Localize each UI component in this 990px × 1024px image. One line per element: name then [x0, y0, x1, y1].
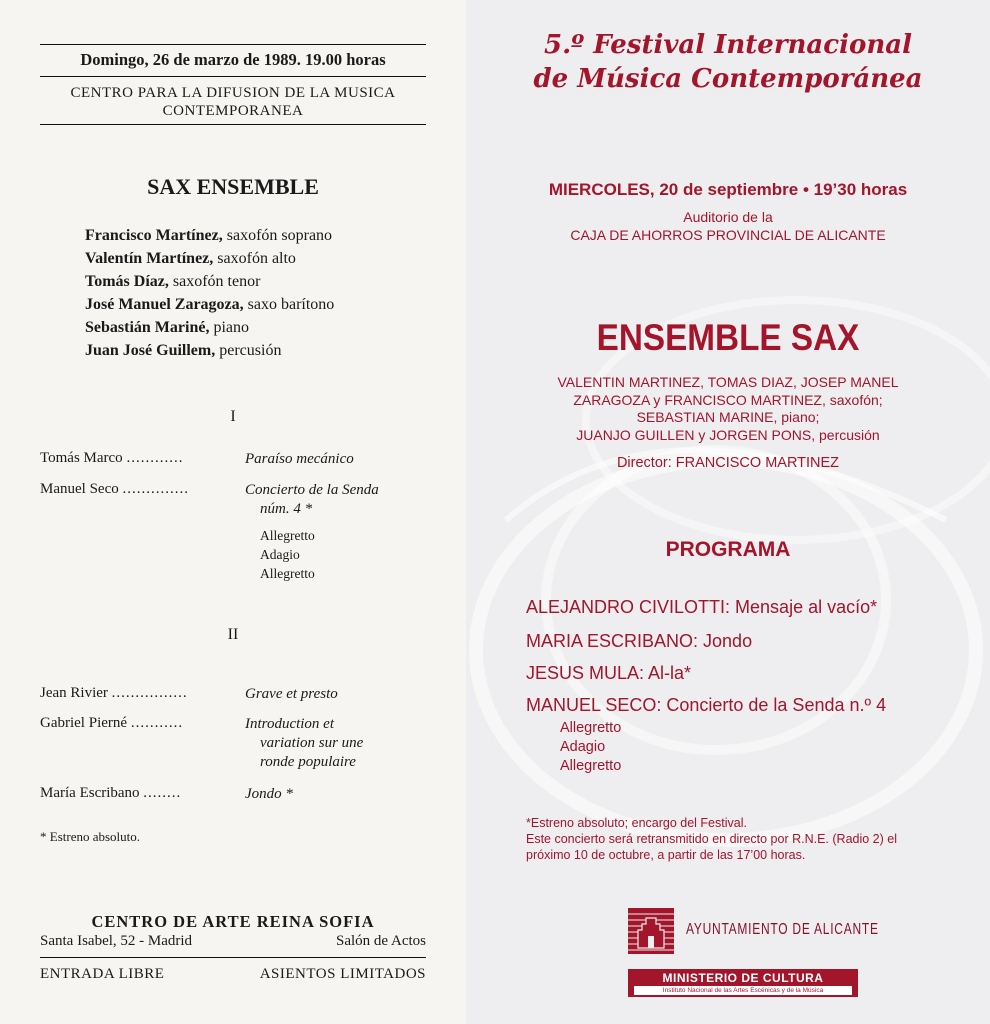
composer-name: Manuel Seco: [40, 481, 119, 497]
movement: Adagio: [560, 739, 606, 755]
composer-name: Gabriel Pierné: [40, 715, 128, 731]
performers-line: SEBASTIAN MARINE, piano;: [636, 409, 820, 425]
ayuntamiento-crest-icon: [628, 908, 674, 954]
performer-4: [85, 293, 334, 316]
rule-2: [40, 76, 426, 77]
composer-seco: [40, 481, 189, 498]
footnote-line: próximo 10 de octubre, a partir de las 17’00 horas.: [526, 848, 806, 862]
program-item-1: ALEJANDRO CIVILOTTI: Mensaje al vacío*: [526, 597, 878, 617]
programa-heading: PROGRAMA: [665, 538, 791, 561]
movement-list: [260, 526, 315, 583]
rule-3: [40, 124, 426, 125]
background-decoration: [466, 0, 990, 1024]
director-line: Director: FRANCISCO MARTINEZ: [616, 455, 840, 471]
footnote: * Estreno absoluto.: [40, 829, 141, 844]
performer-role: saxofón alto: [217, 250, 296, 267]
movement: Allegretto: [260, 528, 315, 543]
performer-1: [85, 224, 332, 247]
performer-3: [85, 270, 260, 293]
work-title-line: ronde populaire: [260, 754, 356, 770]
performer-name: Francisco Martínez,: [85, 227, 223, 244]
performer-2: [85, 247, 296, 270]
performer-name: Valentín Martínez,: [85, 250, 214, 267]
composer-name: Tomás Marco: [40, 450, 123, 466]
footer-rule: [40, 957, 426, 958]
date-line: Domingo, 26 de marzo de 1989. 19.00 horas: [80, 50, 386, 69]
performers-line: ZARAGOZA y FRANCISCO MARTINEZ, saxofón;: [573, 391, 883, 408]
movement: Adagio: [260, 547, 300, 562]
work-title-line: Introduction et: [245, 716, 335, 732]
footnote-block: [526, 815, 897, 863]
ministerio-logo: [628, 969, 858, 997]
footer-venue: CENTRO DE ARTE REINA SOFIA: [91, 912, 375, 931]
performers-line: JUANJO GUILLEN y JORGEN PONS, percusión: [576, 426, 880, 443]
seats-limited: ASIENTOS LIMITADOS: [259, 966, 426, 982]
part-2-numeral: II: [227, 626, 239, 643]
composer-marco: [40, 450, 183, 467]
performer-name: Tomás Díaz,: [85, 273, 169, 290]
composer-name: María Escribano: [40, 785, 140, 801]
venue-line-1: Auditorio de la: [683, 209, 773, 225]
program-item-4: MANUEL SECO: Concierto de la Senda n.º 4: [526, 695, 887, 715]
performer-name: Juan José Guillem,: [85, 342, 216, 359]
venue-line-2: CAJA DE AHORROS PROVINCIAL DE ALICANTE: [570, 227, 886, 243]
top-rule: [40, 44, 426, 45]
festival-title-line: 5.º Festival Internacional: [544, 30, 912, 60]
performers-line: VALENTIN MARTINEZ, TOMAS DIAZ, JOSEP MANEL: [557, 374, 899, 390]
ensemble-title: ENSEMBLE SAX: [596, 317, 860, 358]
program-item-3: JESUS MULA: Al-la*: [526, 663, 692, 683]
ensemble-title: SAX ENSEMBLE: [147, 174, 319, 199]
movement: Allegretto: [560, 720, 622, 736]
performer-5: [85, 316, 249, 339]
performer-role: saxo barítono: [247, 296, 335, 313]
work-introduction: [245, 715, 363, 772]
performer-name: José Manuel Zaragoza,: [85, 296, 244, 313]
performer-6: [85, 339, 281, 362]
movement-list: [560, 719, 621, 776]
performer-role: percusión: [219, 342, 282, 359]
left-program-panel: [0, 0, 466, 1024]
footer-hall: Salón de Actos: [336, 933, 426, 949]
composer-escribano: [40, 785, 181, 802]
festival-title-line: de Música Contemporánea: [533, 64, 923, 94]
venue-line-1: CENTRO PARA LA DIFUSION DE LA MUSICA: [70, 85, 396, 101]
ministerio-subtitle: Instituto Nacional de las Artes Escénicas y de la Música: [634, 986, 852, 995]
performer-name: Sebastián Mariné,: [85, 319, 210, 336]
movement: Allegretto: [260, 566, 315, 581]
ministerio-label: MINISTERIO DE CULTURA: [662, 971, 824, 985]
composer-name: Jean Rivier: [40, 685, 108, 701]
performer-role: saxofón soprano: [226, 227, 333, 244]
venue-line-2: CONTEMPORANEA: [162, 103, 304, 119]
performer-role: piano: [213, 319, 249, 336]
composer-pierne: [40, 715, 183, 732]
festival-title: [466, 28, 990, 96]
footnote-line: *Estreno absoluto; encargo del Festival.: [526, 816, 747, 830]
work-jondo: Jondo *: [245, 786, 293, 802]
work-title-line: Concierto de la Senda: [245, 482, 379, 498]
leader-dots: ..............: [122, 481, 189, 497]
footer-address: Santa Isabel, 52 - Madrid: [40, 933, 193, 949]
work-title-line: variation sur une: [260, 735, 364, 751]
right-program-panel: [466, 0, 990, 1024]
composer-rivier: [40, 685, 188, 702]
performer-role: saxofón tenor: [172, 273, 261, 290]
work-paraiso: Paraíso mecánico: [245, 451, 354, 467]
leader-dots: ...........: [130, 715, 184, 731]
work-concierto-senda: [245, 481, 379, 519]
work-grave-presto: Grave et presto: [245, 686, 338, 702]
date-line: MIERCOLES, 20 de septiembre • 19’30 horas: [548, 180, 908, 199]
part-1-numeral: I: [230, 408, 236, 425]
program-item-2: MARIA ESCRIBANO: Jondo: [526, 631, 753, 651]
leader-dots: ................: [111, 685, 188, 701]
entry-free: ENTRADA LIBRE: [40, 966, 165, 982]
movement: Allegretto: [560, 758, 622, 774]
ayuntamiento-label: AYUNTAMIENTO DE ALICANTE: [686, 921, 879, 938]
footnote-line: Este concierto será retransmitido en directo por R.N.E. (Radio 2) el: [526, 832, 897, 846]
leader-dots: ........: [143, 785, 182, 801]
leader-dots: ............: [126, 450, 184, 466]
performers-block: [466, 374, 990, 444]
work-title-line: núm. 4 *: [260, 501, 313, 517]
